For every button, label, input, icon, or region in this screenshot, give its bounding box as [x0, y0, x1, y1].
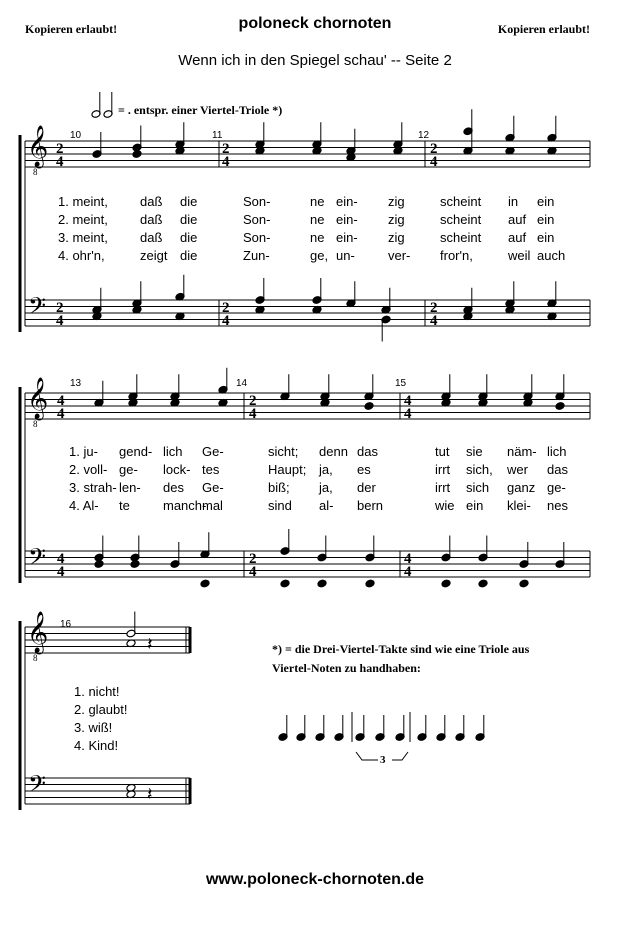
- lyric-syllable: lich: [547, 444, 567, 459]
- note-head: [280, 579, 290, 588]
- lyric-syllable: es: [357, 462, 371, 477]
- time-signature: 2: [222, 300, 230, 316]
- treble-clef-icon: 𝄞: [27, 612, 49, 652]
- lyric-syllable: zig: [388, 230, 405, 245]
- time-signature: 4: [404, 564, 412, 580]
- lyric-syllable: ge,: [310, 248, 329, 263]
- lyric-syllable: irrt: [435, 480, 451, 495]
- lyric-syllable: manch-: [163, 498, 207, 513]
- time-signature: 4: [57, 393, 65, 409]
- lyric-syllable: ein: [466, 498, 484, 513]
- lyric-syllable: Son-: [243, 212, 271, 227]
- lyric-syllable: auf: [508, 230, 527, 245]
- time-signature: 4: [249, 406, 257, 422]
- lyric-syllable: fror'n,: [440, 248, 473, 263]
- time-signature: 4: [56, 313, 64, 329]
- lyric-syllable: tut: [435, 444, 450, 459]
- note-head: [132, 150, 142, 159]
- bass-clef-icon: 𝄢: [28, 545, 47, 576]
- lyric-syllable: ne: [310, 194, 325, 209]
- note-head: [478, 579, 488, 588]
- lyric-syllable: biß;: [268, 480, 290, 495]
- note-head: [555, 402, 565, 411]
- lyric-syllable: weil: [508, 248, 531, 263]
- time-signature: 2: [56, 141, 64, 157]
- time-signature: 4: [57, 564, 65, 580]
- lyric-syllable: 1. nicht!: [74, 684, 120, 699]
- time-signature: 4: [57, 406, 65, 422]
- lyric-syllable: wie: [435, 498, 455, 513]
- lyric-syllable: lock-: [163, 462, 191, 477]
- time-signature: 4: [249, 564, 257, 580]
- lyric-syllable: das: [547, 462, 568, 477]
- lyric-syllable: irrt: [435, 462, 451, 477]
- time-signature: 4: [404, 551, 412, 567]
- lyric-syllable: daß: [140, 230, 163, 245]
- lyric-syllable: ja,: [319, 462, 333, 477]
- time-signature: 2: [430, 300, 438, 316]
- lyric-syllable: Son-: [243, 194, 271, 209]
- lyric-syllable: zig: [388, 212, 405, 227]
- measure-number: 10: [70, 130, 82, 141]
- lyric-syllable: ver-: [388, 248, 411, 263]
- note-head: [130, 560, 140, 569]
- page-title: Wenn ich in den Spiegel schau' -- Seite 2: [178, 52, 452, 69]
- time-signature: 4: [222, 154, 230, 170]
- lyric-syllable: te: [119, 498, 130, 513]
- lyric-syllable: auf: [508, 212, 527, 227]
- lyric-syllable: die: [180, 194, 198, 209]
- time-signature: 4: [222, 313, 230, 329]
- bass-clef-icon: 𝄢: [28, 294, 47, 325]
- lyric-syllable: in: [508, 194, 519, 209]
- lyric-syllable: Ge-: [202, 480, 224, 495]
- lyric-syllable: 3. strah-: [69, 480, 117, 495]
- octave-marker: 8: [33, 167, 38, 177]
- lyric-syllable: 1. meint,: [58, 194, 108, 209]
- lyric-syllable: ge-: [547, 480, 566, 495]
- lyric-syllable: ja,: [319, 480, 333, 495]
- lyric-syllable: Zun-: [243, 248, 270, 263]
- lyric-syllable: sich,: [466, 462, 493, 477]
- lyric-syllable: gend-: [119, 444, 153, 459]
- lyric-syllable: ganz: [507, 480, 536, 495]
- lyric-syllable: 4. Kind!: [74, 738, 119, 753]
- note-head: [441, 579, 451, 588]
- quarter-rest-icon: 𝄽: [147, 784, 153, 804]
- lyric-syllable: die: [180, 212, 198, 227]
- lyric-syllable: zig: [388, 194, 405, 209]
- measure-number: 12: [418, 130, 430, 141]
- time-signature: 4: [404, 406, 412, 422]
- time-signature: 2: [430, 141, 438, 157]
- lyric-syllable: tes: [202, 462, 220, 477]
- lyric-syllable: ne: [310, 230, 325, 245]
- lyric-syllable: das: [357, 444, 378, 459]
- lyric-syllable: wer: [507, 462, 528, 477]
- quarter-rest-icon: 𝄽: [147, 634, 153, 654]
- brand-title: poloneck chornoten: [238, 15, 392, 32]
- lyric-syllable: 2. meint,: [58, 212, 108, 227]
- lyric-syllable: ge-: [119, 462, 138, 477]
- lyric-syllable: sind: [268, 498, 292, 513]
- lyric-syllable: scheint: [440, 194, 482, 209]
- lyric-syllable: lich: [163, 444, 183, 459]
- lyric-syllable: len-: [119, 480, 141, 495]
- lyric-syllable: 3. meint,: [58, 230, 108, 245]
- copy-notice-left: Kopieren erlaubt!: [25, 22, 118, 36]
- lyric-syllable: scheint: [440, 212, 482, 227]
- measure-number: 16: [60, 619, 72, 630]
- lyric-syllable: al-: [319, 498, 334, 513]
- lyric-syllable: klei-: [507, 498, 531, 513]
- lyric-syllable: bern: [357, 498, 384, 513]
- lyric-syllable: 2. voll-: [69, 462, 108, 477]
- lyric-syllable: daß: [140, 194, 163, 209]
- note-head: [94, 560, 104, 569]
- lyric-syllable: Haupt;: [268, 462, 307, 477]
- lyric-syllable: denn: [319, 444, 348, 459]
- bass-clef-icon: 𝄢: [28, 772, 47, 803]
- lyric-syllable: 3. wiß!: [74, 720, 113, 735]
- lyric-syllable: scheint: [440, 230, 482, 245]
- time-signature: 4: [430, 313, 438, 329]
- note-head: [317, 579, 327, 588]
- lyric-syllable: 2. glaubt!: [74, 702, 128, 717]
- copy-notice-right: Kopieren erlaubt!: [497, 22, 590, 36]
- note-head: [519, 579, 529, 588]
- note-head: [364, 402, 374, 411]
- measure-number: 11: [212, 130, 223, 141]
- note-head: [365, 579, 375, 588]
- octave-marker: 8: [33, 419, 38, 429]
- lyric-syllable: ein-: [336, 212, 358, 227]
- lyric-syllable: die: [180, 230, 198, 245]
- time-signature: 4: [430, 154, 438, 170]
- lyric-syllable: ne: [310, 212, 325, 227]
- treble-clef-icon: 𝄞: [27, 126, 49, 166]
- measure-number: 15: [395, 378, 407, 389]
- measure-number: 13: [70, 378, 82, 389]
- footer-url: www.poloneck-chornoten.de: [205, 871, 425, 888]
- lyric-syllable: Son-: [243, 230, 271, 245]
- footnote: *) = die Drei-Viertel-Takte sind wie eine Triole aus Viertel-Noten zu handhaben:: [272, 642, 530, 675]
- time-signature: 2: [222, 141, 230, 157]
- lyric-syllable: zeigt: [140, 248, 168, 263]
- time-signature: 4: [404, 393, 412, 409]
- treble-clef-icon: 𝄞: [27, 378, 49, 418]
- lyric-syllable: daß: [140, 212, 163, 227]
- lyric-syllable: der: [357, 480, 376, 495]
- lyric-syllable: die: [180, 248, 198, 263]
- lyric-syllable: näm-: [507, 444, 537, 459]
- lyric-syllable: sicht;: [268, 444, 299, 459]
- lyric-syllable: 1. ju-: [69, 444, 98, 459]
- lyric-syllable: ein: [537, 194, 555, 209]
- measure-number: 14: [236, 378, 248, 389]
- octave-marker: 8: [33, 653, 38, 663]
- lyric-syllable: mal: [202, 498, 223, 513]
- lyric-syllable: ein: [537, 212, 555, 227]
- lyric-syllable: sie: [466, 444, 483, 459]
- time-signature: 2: [249, 393, 257, 409]
- lyric-syllable: 4. ohr'n,: [58, 248, 105, 263]
- triplet-label: 3: [380, 754, 386, 766]
- lyric-syllable: ein-: [336, 230, 358, 245]
- lyric-syllable: ein-: [336, 194, 358, 209]
- lyric-syllable: Ge-: [202, 444, 224, 459]
- lyric-syllable: auch: [537, 248, 566, 263]
- note-head: [200, 579, 210, 588]
- time-signature: 2: [56, 300, 64, 316]
- lyric-syllable: sich: [466, 480, 490, 495]
- lyric-syllable: nes: [547, 498, 568, 513]
- tempo-marking: = . entspr. einer Viertel-Triole *): [118, 103, 283, 117]
- time-signature: 2: [249, 551, 257, 567]
- time-signature: 4: [57, 551, 65, 567]
- lyric-syllable: un-: [336, 248, 355, 263]
- lyric-syllable: 4. Al-: [69, 498, 99, 513]
- time-signature: 4: [56, 154, 64, 170]
- lyric-syllable: ein: [537, 230, 555, 245]
- lyric-syllable: des: [163, 480, 184, 495]
